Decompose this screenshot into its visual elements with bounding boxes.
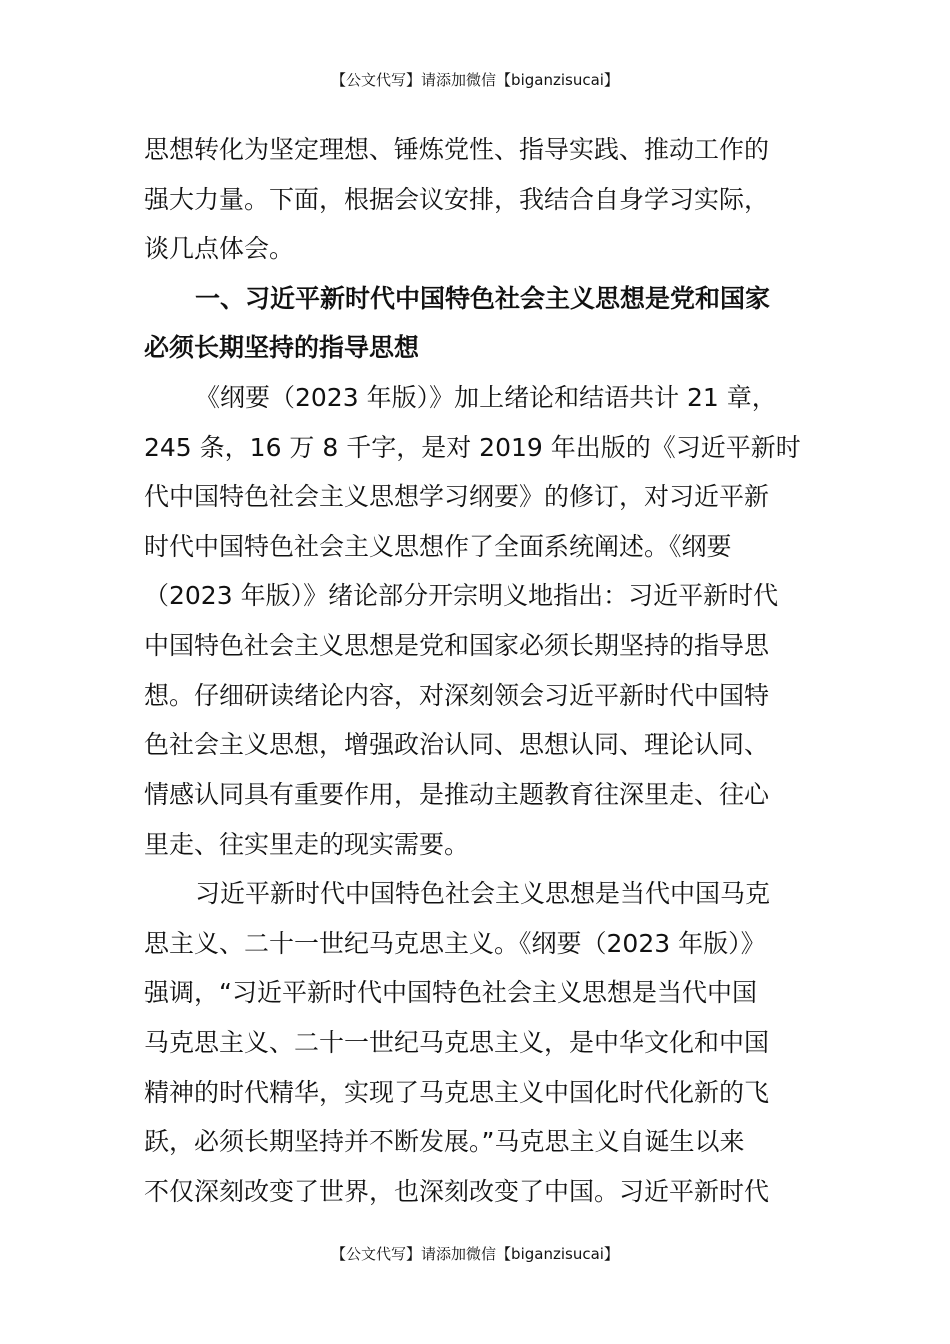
paragraph-line: 谈几点体会。 — [144, 234, 295, 263]
paragraph-line: 不仅深刻改变了世界，也深刻改变了中国。习近平新时代 — [144, 1177, 770, 1206]
paragraph-line: 245 条，16 万 8 千字，是对 2019 年出版的《习近平新时 — [144, 433, 801, 462]
paragraph-line: 强大力量。下面，根据会议安排，我结合自身学习实际， — [144, 185, 770, 214]
page-header-watermark: 【公文代写】请添加微信【biganzisucai】 — [331, 71, 619, 89]
paragraph-line: 思想转化为坚定理想、锤炼党性、指导实践、推动工作的 — [144, 135, 770, 164]
paragraph-line: 想。仔细研读绪论内容，对深刻领会习近平新时代中国特 — [144, 681, 770, 710]
paragraph-line: （2023 年版）》绪论部分开宗明义地指出：习近平新时代 — [144, 581, 779, 610]
paragraph-line: 精神的时代精华，实现了马克思主义中国化时代化新的飞 — [144, 1078, 770, 1107]
paragraph-line: 里走、往实里走的现实需要。 — [144, 830, 470, 859]
paragraph-line: 跃，必须长期坚持并不断发展。”马克思主义自诞生以来 — [144, 1127, 745, 1156]
paragraph-line: 中国特色社会主义思想是党和国家必须长期坚持的指导思 — [144, 631, 770, 660]
page-footer-watermark: 【公文代写】请添加微信【biganzisucai】 — [331, 1245, 619, 1263]
paragraph-line: 马克思主义、二十一世纪马克思主义，是中华文化和中国 — [144, 1028, 770, 1057]
paragraph-line: 情感认同具有重要作用，是推动主题教育往深里走、往心 — [144, 780, 770, 809]
paragraph-line: 强调，“习近平新时代中国特色社会主义思想是当代中国 — [144, 978, 757, 1007]
paragraph-line: 习近平新时代中国特色社会主义思想是当代中国马克 — [195, 879, 771, 908]
section-heading: 必须长期坚持的指导思想 — [144, 333, 420, 362]
paragraph-line: 色社会主义思想，增强政治认同、思想认同、理论认同、 — [144, 730, 770, 759]
paragraph-line: 《纲要（2023 年版）》加上绪论和结语共计 21 章， — [195, 383, 777, 412]
paragraph-line: 代中国特色社会主义思想学习纲要》的修订，对习近平新 — [144, 482, 770, 511]
paragraph-line: 思主义、二十一世纪马克思主义。《纲要（2023 年版）》 — [144, 929, 766, 958]
paragraph-line: 时代中国特色社会主义思想作了全面系统阐述。《纲要 — [144, 532, 732, 561]
section-heading: 一、习近平新时代中国特色社会主义思想是党和国家 — [195, 284, 771, 313]
